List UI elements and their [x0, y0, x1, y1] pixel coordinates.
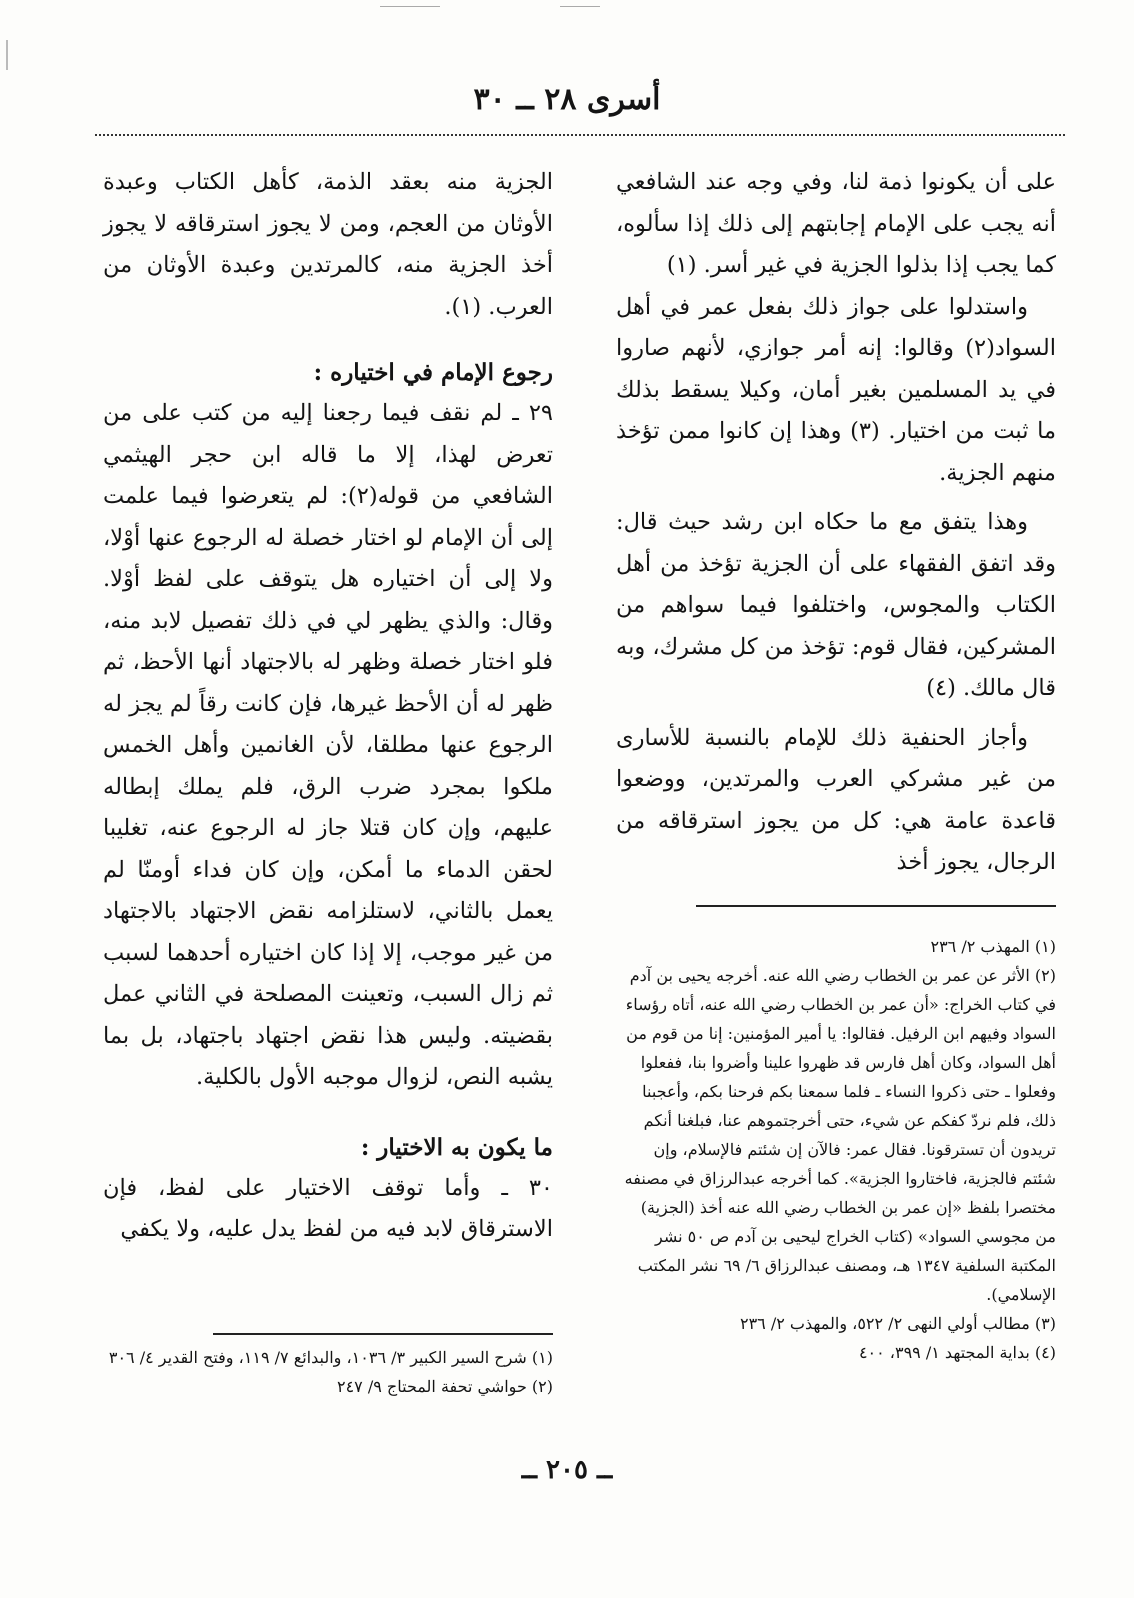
footnote: (١) شرح السير الكبير ٣/ ١٠٣٦، والبدائع ٧/ ١١٩، وفتح القدير ٤/ ٣٠٦ [108, 1348, 553, 1367]
footnotes-left [103, 1333, 553, 1401]
body-paragraph: على أن يكونوا ذمة لنا، وفي وجه عند الشافعي أنه يجب على الإمام إجابتهم إلى ذلك إذا سألوه، كما يجب إذا بذلوا الجزية في غير أسر. (١) [616, 169, 1056, 278]
footnote-separator [696, 905, 1056, 907]
body-paragraph: وهذا يتفق مع ما حكاه ابن رشد حيث قال: وقد اتفق الفقهاء على أن الجزية تؤخذ من أهل الكتاب والمجوس، واختلفوا فيما سواهم من المشركين، فقال قوم: تؤخذ من كل مشرك، وبه قال مالك. (٤) [616, 509, 1056, 701]
body-paragraph: ٢٩ ـ لم نقف فيما رجعنا إليه من كتب على من تعرض لهذا، إلا ما قاله ابن حجر الهيثمي الشافعي من قوله(٢): لم يتعرضوا فيما علمت إلى أن الإمام لو اختار خصلة له الرجوع عنها أوْلا، ولا إلى أن اختياره هل يتوقف على لفظ أوْلا. وقال: والذي يظهر لي في ذلك تفصيل لابد منه، فلو اختار خصلة وظهر له بالاجتهاد أنها الأحظ، ثم ظهر له أن الأحظ غيرها، فإن كانت رقاً لم يجز له الرجوع عنها مطلقا، لأن الغانمين وأهل الخمس ملكوا بمجرد ضرب الرق، فلم يملك إبطاله عليهم، وإن كان قتلا جاز له الرجوع عنه، تغليبا لحقن الدماء ما أمكن، وإن كان فداء أومنّا لم يعمل بالثاني، لاستلزامه نقض الاجتهاد بالاجتهاد من غير موجب، إلا إذا كان اختياره أحدهما لسبب ثم زال السبب، وتعينت المصلحة في الثاني عمل بقضيته. وليس هذا نقض اجتهاد باجتهاد، بل بما يشبه النص، لزوال موجبه الأول بالكلية. [103, 400, 553, 1090]
footnote: (٢) الأثر عن عمر بن الخطاب رضي الله عنه. أخرجه يحيى بن آدم في كتاب الخراج: «أن عمر بن الخطاب رضي الله عنه، أتاه رؤساء السواد وفيهم ابن الرفيل. فقالوا: يا أمير المؤمنين: إنا من قوم من أهل السواد، وكان أهل فارس قد ظهروا علينا وأضروا بنا، ففعلوا وفعلوا ـ حتى ذكروا النساء ـ فلما سمعنا بكم فرحنا بكم، وأعجبنا ذلك، فلم نردّ كفكم عن شيء، حتى أخرجتموهم عنا، فبلغنا أنكم تريدون أن تسترقونا. فقال عمر: فالآن إن شئتم فالإسلام، وإن شئتم فالجزية، فاختاروا الجزية». كما أخرجه عبدالرزاق في مصنفه مختصرا بلفظ «إن عمر بن الخطاب رضي الله عنه أخذ (الجزية) من مجوسي السواد» (كتاب الخراج ليحيى بن آدم ص ٥٠ نشر المكتبة السلفية ١٣٤٧ هـ، ومصنف عبدالرزاق ٦/ ٦٩ نشر المكتب الإسلامي). [624, 966, 1056, 1304]
scan-top-mark [560, 6, 600, 7]
page-number: ــ ٢٠٥ ــ [521, 1455, 613, 1485]
section-heading: ما يكون به الاختيار : [360, 1133, 553, 1161]
footnote: (٢) حواشي تحفة المحتاج ٩/ ٢٤٧ [336, 1377, 553, 1396]
left-column [103, 162, 553, 1251]
body-paragraph: ٣٠ ـ وأما توقف الاختيار على لفظ، فإن الاسترقاق لابد فيه من لفظ يدل عليه، ولا يكفي [103, 1174, 553, 1242]
footnote: (٤) بداية المجتهد ١/ ٣٩٩، ٤٠٠ [858, 1343, 1056, 1362]
footnote: (٣) مطالب أولي النهى ٢/ ٥٢٢، والمهذب ٢/ ٢٣٦ [739, 1314, 1056, 1333]
header-dotted-rule [95, 134, 1065, 136]
body-paragraph: واستدلوا على جواز ذلك بفعل عمر في أهل السواد(٢) وقالوا: إنه أمر جوازي، لأنهم صاروا في يد المسلمين بغير أمان، وكيلا يسقط بذلك ما ثبت من اختيار. (٣) وهذا إن كانوا ممن تؤخذ منهم الجزية. [616, 293, 1056, 486]
footnote: (١) المهذب ٢/ ٢٣٦ [930, 937, 1056, 956]
footnote-separator [213, 1333, 553, 1335]
footnotes-right [616, 932, 1056, 1367]
running-header-title: أسرى ٢٨ ــ ٣٠ [473, 82, 661, 117]
scan-margin-mark [6, 40, 8, 70]
body-paragraph: وأجاز الحنفية ذلك للإمام بالنسبة للأسارى من غير مشركي العرب والمرتدين، ووضعوا قاعدة عامة هي: كل من يجوز استرقاقه من الرجال، يجوز أخذ [616, 724, 1056, 875]
right-column [616, 162, 1056, 884]
body-paragraph: الجزية منه بعقد الذمة، كأهل الكتاب وعبدة الأوثان من العجم، ومن لا يجوز استرقاقه لا يجوز أخذ الجزية منه، كالمرتدين وعبدة الأوثان من العرب. (١). [103, 169, 553, 320]
section-heading: رجوع الإمام في اختياره : [313, 359, 553, 386]
scan-top-mark [380, 6, 440, 7]
